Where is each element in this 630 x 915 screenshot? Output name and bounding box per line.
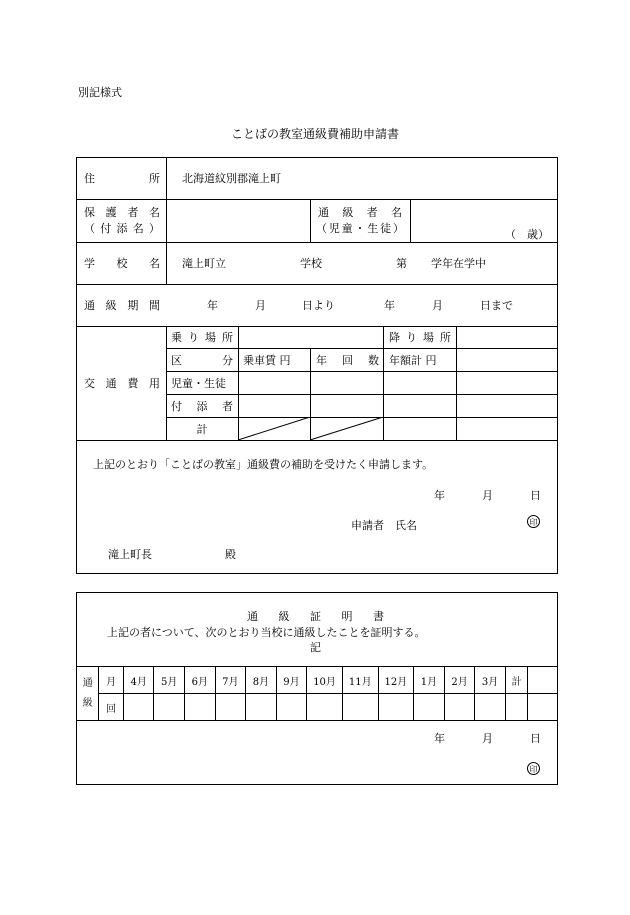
month-cell: 1月 (414, 667, 445, 694)
certificate-text: 上記の者について、次のとおり当校に通級したことを証明する。 (107, 626, 426, 639)
attendance-side-label: 通 級 (77, 667, 99, 721)
period-to: 日まで (480, 299, 513, 312)
period-year-to: 年 (384, 299, 395, 312)
student-row-label: 児童・生徒 (171, 376, 226, 390)
declaration-month: 月 (482, 489, 493, 502)
declaration-day: 日 (530, 489, 541, 502)
certificate-day: 日 (530, 732, 541, 745)
alighting-field[interactable] (457, 327, 557, 348)
month-cell: 7月 (215, 667, 246, 694)
school-dai: 第 (396, 257, 407, 270)
transport-label: 交 通 費 用 (84, 377, 160, 390)
certificate-year: 年 (434, 732, 445, 745)
attendant-row-label: 付 添 者 (171, 399, 233, 413)
guardian-label: 保 護 者 名 （ 付 添 名 ） (84, 206, 160, 235)
count-field[interactable] (276, 694, 307, 721)
count-field[interactable] (414, 694, 445, 721)
count-field[interactable] (444, 694, 475, 721)
boarding-field[interactable] (239, 327, 382, 348)
count-field[interactable] (246, 694, 277, 721)
school-word: 学校 (300, 257, 322, 270)
period-label: 通 級 期 間 (84, 299, 160, 312)
period-year-from: 年 (207, 299, 218, 312)
times-header: 年 回 数 (316, 353, 379, 367)
period-month-from: 月 (255, 299, 266, 312)
alighting-label: 降 り 場 所 (389, 331, 451, 344)
seal-icon: 印 (527, 515, 540, 528)
address-label: 住 所 (84, 172, 160, 185)
count-field[interactable] (342, 694, 378, 721)
guardian-name-field[interactable] (167, 200, 309, 241)
student-label: 通 級 者 名 （ 児 童 ・ 生 徒 ） (316, 206, 404, 235)
count-field[interactable] (215, 694, 246, 721)
month-cell: 8月 (246, 667, 277, 694)
address-value: 北海道紋別郡滝上町 (182, 172, 281, 185)
form-number-label: 別記様式 (78, 86, 122, 99)
fare-header: 乗車賃 円 (243, 353, 291, 367)
page-title: ことばの教室通級費補助申請書 (230, 127, 399, 141)
school-grade: 学年在学中 (431, 257, 486, 270)
month-cell: 2月 (444, 667, 475, 694)
month-cell: 12月 (378, 667, 414, 694)
count-header: 回 (99, 694, 123, 721)
month-cell: 10月 (307, 667, 343, 694)
count-field[interactable] (184, 694, 215, 721)
month-header: 月 (99, 667, 123, 694)
certificate-month: 月 (482, 732, 493, 745)
declaration-year: 年 (434, 489, 445, 502)
count-field[interactable] (307, 694, 343, 721)
period-month-to: 月 (432, 299, 443, 312)
boarding-label: 乗 り 場 所 (171, 331, 233, 344)
division-label: 区 分 (171, 353, 233, 367)
attendance-table (76, 666, 558, 721)
month-cell: 9月 (276, 667, 307, 694)
count-field[interactable] (475, 694, 506, 721)
declaration-text: 上記のとおり「ことばの教室」通級費の補助を受けたく申請します。 (93, 458, 434, 471)
certificate-ki: 記 (310, 641, 321, 654)
annual-header: 年額計 円 (389, 353, 437, 367)
certificate-title: 通 級 証 明 書 (247, 610, 384, 623)
total-row-slashes (238, 417, 384, 440)
month-cell: 6月 (184, 667, 215, 694)
month-cell: 11月 (342, 667, 378, 694)
addressee: 滝上町長 (108, 548, 152, 561)
school-town: 滝上町立 (182, 257, 226, 270)
count-total-field[interactable] (505, 694, 527, 721)
blank-cell (528, 667, 558, 694)
total-row-label: 計 (196, 422, 208, 436)
period-from: 日より (302, 299, 335, 312)
count-field[interactable] (123, 694, 154, 721)
count-field[interactable] (378, 694, 414, 721)
age-field[interactable]: （ 歳） (505, 228, 549, 241)
seal-icon: 印 (527, 762, 540, 775)
count-field[interactable] (154, 694, 185, 721)
total-header: 計 (505, 667, 527, 694)
applicant-label: 申請者 氏名 (351, 519, 417, 532)
school-label: 学 校 名 (84, 257, 160, 270)
month-cell: 5月 (154, 667, 185, 694)
honorific: 殿 (225, 548, 236, 561)
blank-cell (528, 694, 558, 721)
month-cell: 4月 (123, 667, 154, 694)
applicant-name-field[interactable] (420, 512, 520, 532)
month-cell: 3月 (475, 667, 506, 694)
